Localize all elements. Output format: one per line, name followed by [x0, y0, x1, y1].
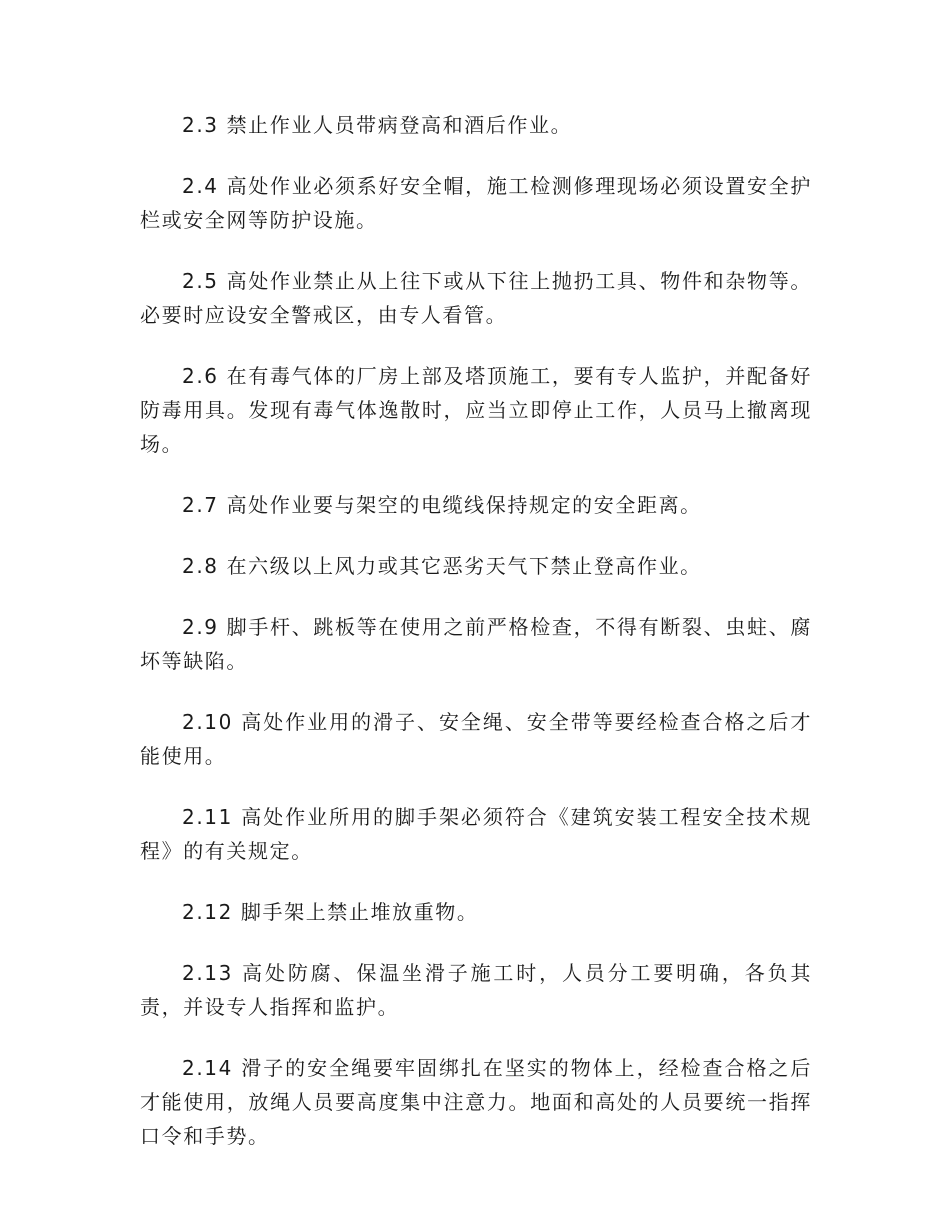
paragraph-2-14: 2.14 滑子的安全绳要牢固绑扎在坚实的物体上，经检查合格之后才能使用，放绳人员要高度集中注意力。地面和高处的人员要统一指挥口令和手势。 [140, 1056, 812, 1148]
paragraph-2-3: 2.3 禁止作业人员带病登高和酒后作业。 [182, 113, 573, 137]
paragraph-2-7: 2.7 高处作业要与架空的电缆线保持规定的安全距离。 [182, 493, 702, 517]
paragraph-2-4: 2.4 高处作业必须系好安全帽，施工检测修理现场必须设置安全护栏或安全网等防护设施。 [140, 174, 812, 232]
paragraph-2-8: 2.8 在六级以上风力或其它恶劣天气下禁止登高作业。 [182, 554, 702, 578]
paragraph-2-10: 2.10 高处作业用的滑子、安全绳、安全带等要经检查合格之后才能使用。 [140, 710, 812, 768]
document-body [140, 108, 812, 1180]
paragraph-2-5: 2.5 高处作业禁止从上往下或从下往上抛扔工具、物件和杂物等。必要时应设安全警戒区，由专人看管。 [140, 269, 812, 327]
paragraph-2-9: 2.9 脚手杆、跳板等在使用之前严格检查，不得有断裂、虫蛀、腐坏等缺陷。 [140, 615, 812, 673]
paragraph-2-6: 2.6 在有毒气体的厂房上部及塔顶施工，要有专人监护，并配备好防毒用具。发现有毒气体逸散时，应当立即停止工作，人员马上撤离现场。 [140, 364, 812, 456]
paragraph-2-13: 2.13 高处防腐、保温坐滑子施工时，人员分工要明确，各负其责，并设专人指挥和监护。 [140, 961, 812, 1019]
paragraph-2-11: 2.11 高处作业所用的脚手架必须符合《建筑安装工程安全技术规程》的有关规定。 [140, 805, 812, 863]
paragraph-2-12: 2.12 脚手架上禁止堆放重物。 [182, 900, 479, 924]
